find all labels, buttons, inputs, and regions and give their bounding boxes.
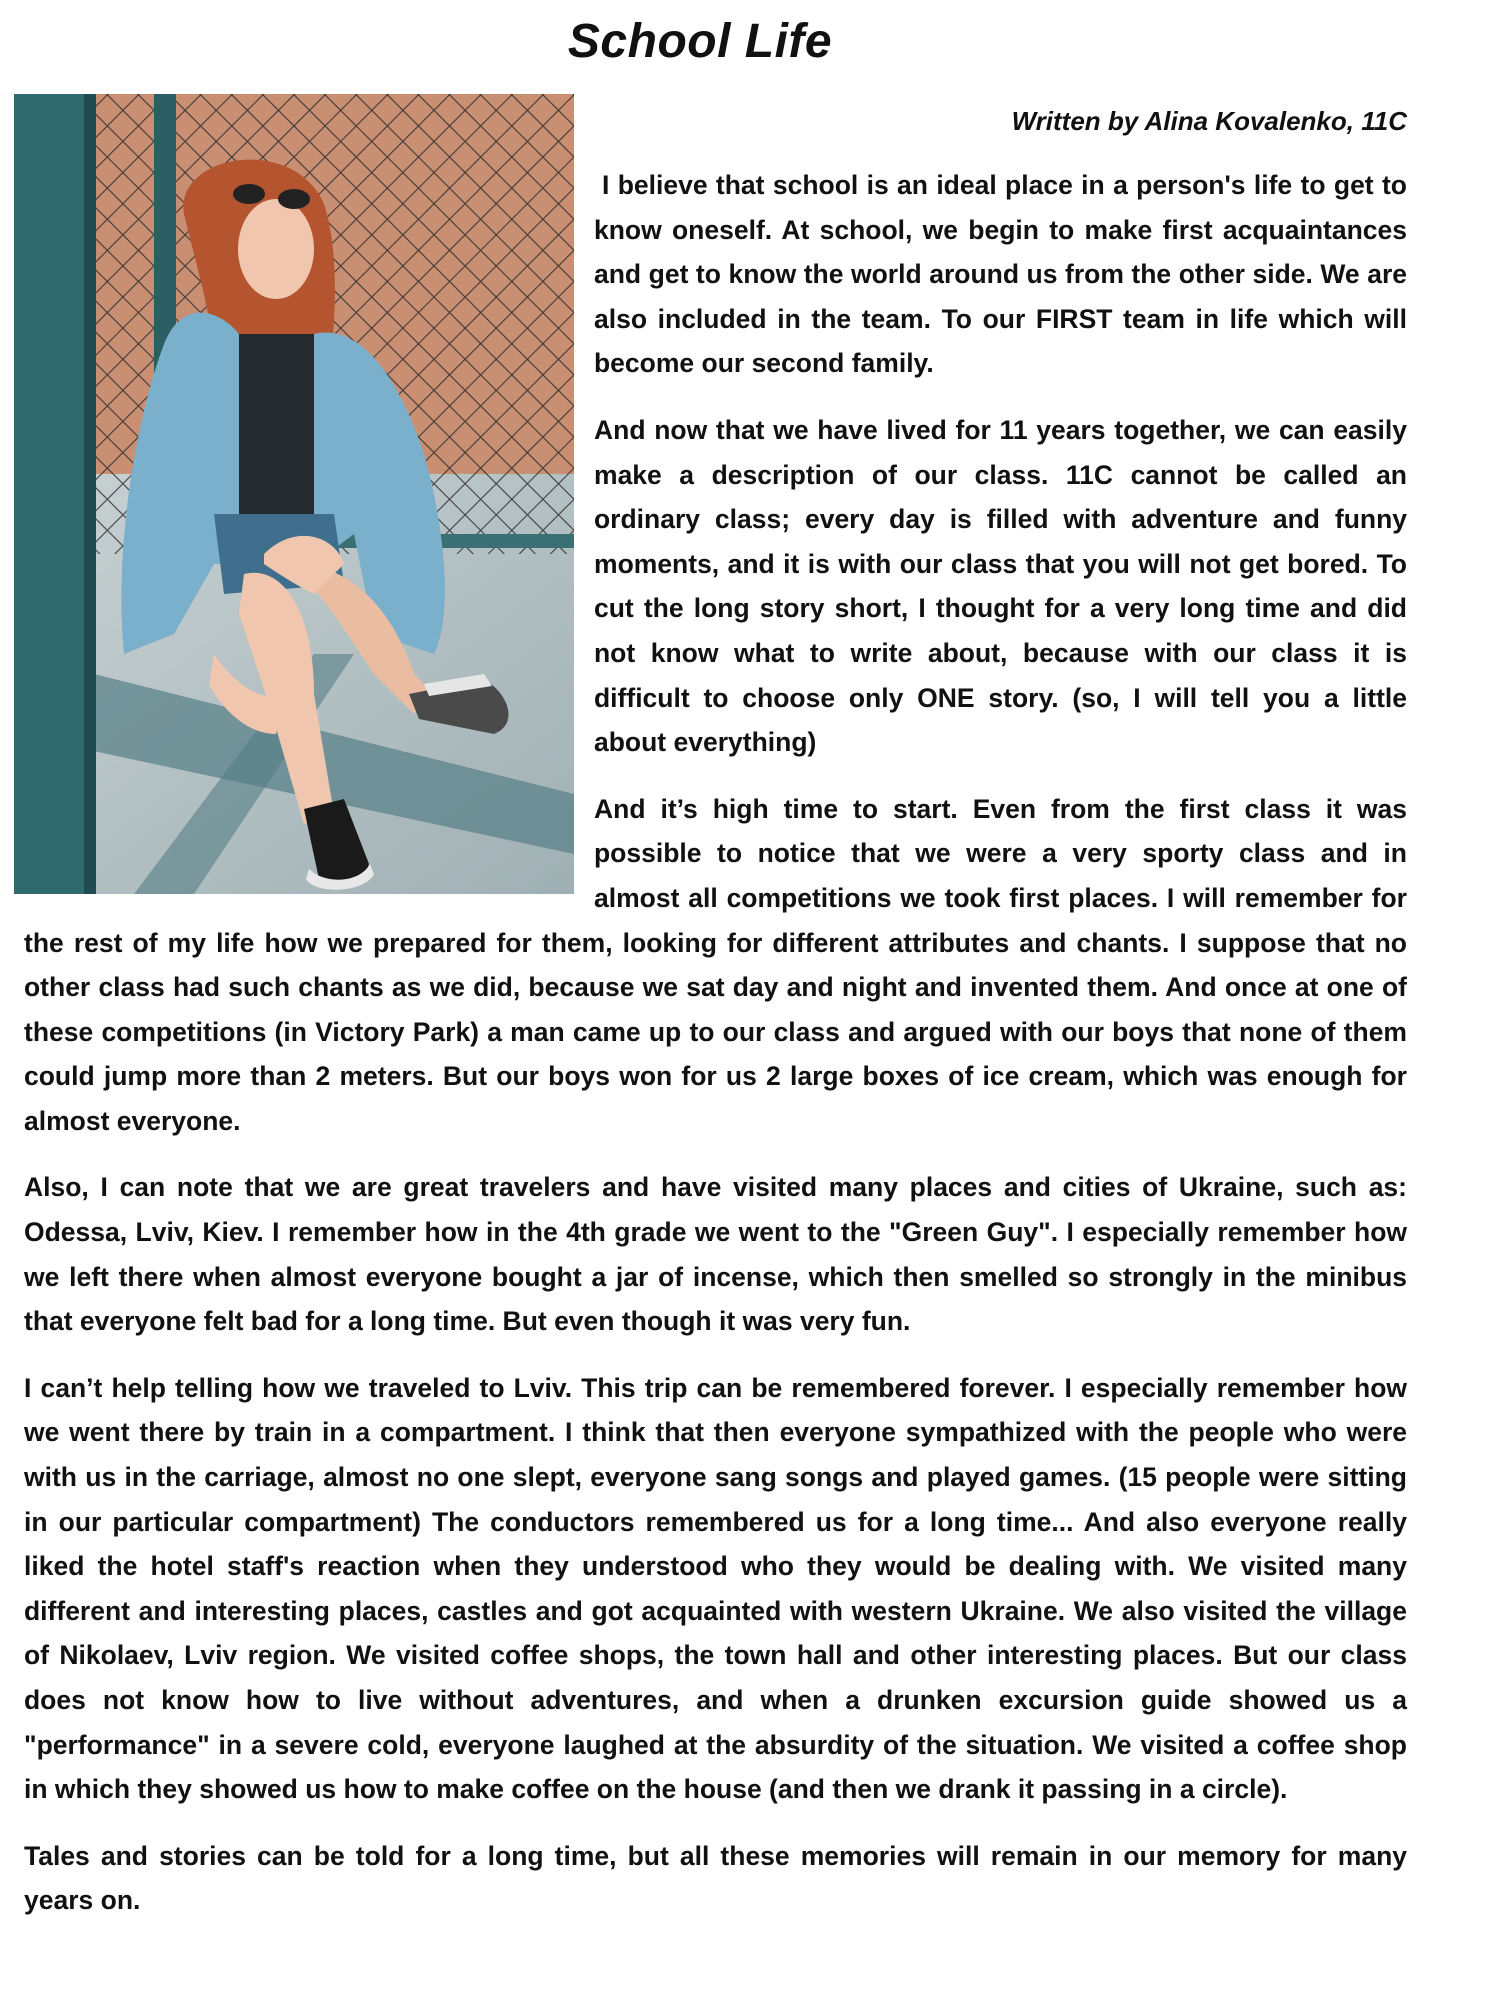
paragraph-2: And now that we have lived for 11 years together, we can easily make a description of our class. 11C cannot be called an ordinary class; every day is filled with adventure and funny moments, and it is with our class that you will not get bored. To cut the long story short, I thought for a very long time and did not know what to write about, because with our class it is difficult to choose only ONE story. (so, I will tell you a little about everything) <box>594 414 1407 758</box>
paragraph-4: Also, I can note that we are great travelers and have visited many places and cities of Ukraine, such as: Odessa, Lviv, Kiev. I remember how in the 4th grade we went to the "Green Guy". I especially remember how we left there when almost everyone bought a jar of incense, which then smelled so strongly in the minibus that everyone felt bad for a long time. But even though it was very fun. <box>24 1172 1407 1337</box>
paragraph-6: Tales and stories can be told for a long time, but all these memories will remain in our memory for many years on. <box>24 1840 1407 1916</box>
page-title: School Life <box>567 15 833 68</box>
paragraph-5: I can’t help telling how we traveled to Lviv. This trip can be remembered forever. I especially remember how we went there by train in a compartment. I think that then everyone sympathized with the people who were with us in the carriage, almost no one slept, everyone sang songs and played games. (15 people were sitting in our particular compartment) The conductors remembered us for a long time... And also everyone really liked the hotel staff's reaction when they understood who they would be dealing with. We visited many different and interesting places, castles and got acquainted with western Ukraine. We also visited the village of Nikolaev, Lviv region. We visited coffee shops, the town hall and other interesting places. But our class does not know how to live without adventures, and when a drunken excursion guide showed us a "performance" in a severe cold, everyone laughed at the absurdity of the situation. We visited a coffee shop in which they showed us how to make coffee on the house (and then we drank it passing in a circle). <box>24 1372 1407 1805</box>
paragraph-1: I believe that school is an ideal place in a person's life to get to know oneself. At school, we begin to make first acquaintances and get to know the world around us from the other side. We are also included in the team. To our FIRST team in life which will become our second family. <box>594 170 1407 379</box>
article-body <box>24 163 1407 1945</box>
paragraph-3: And it’s high time to start. Even from the first class it was possible to notice that we were a very sporty class and in almost all competitions we took first places. I will remember for the rest of my life how we prepared for them, looking for different attributes and chants. I suppose that no other class had such chants as we did, because we sat day and night and invented them. And once at one of these competitions (in Victory Park) a man came up to our class and argued with our boys that none of them could jump more than 2 meters. But our boys won for us 2 large boxes of ice cream, which was enough for almost everyone. <box>24 793 1407 1136</box>
photo-wrap-space <box>24 163 594 898</box>
author-byline: Written by Alina Kovalenko, 11C <box>1011 106 1407 136</box>
